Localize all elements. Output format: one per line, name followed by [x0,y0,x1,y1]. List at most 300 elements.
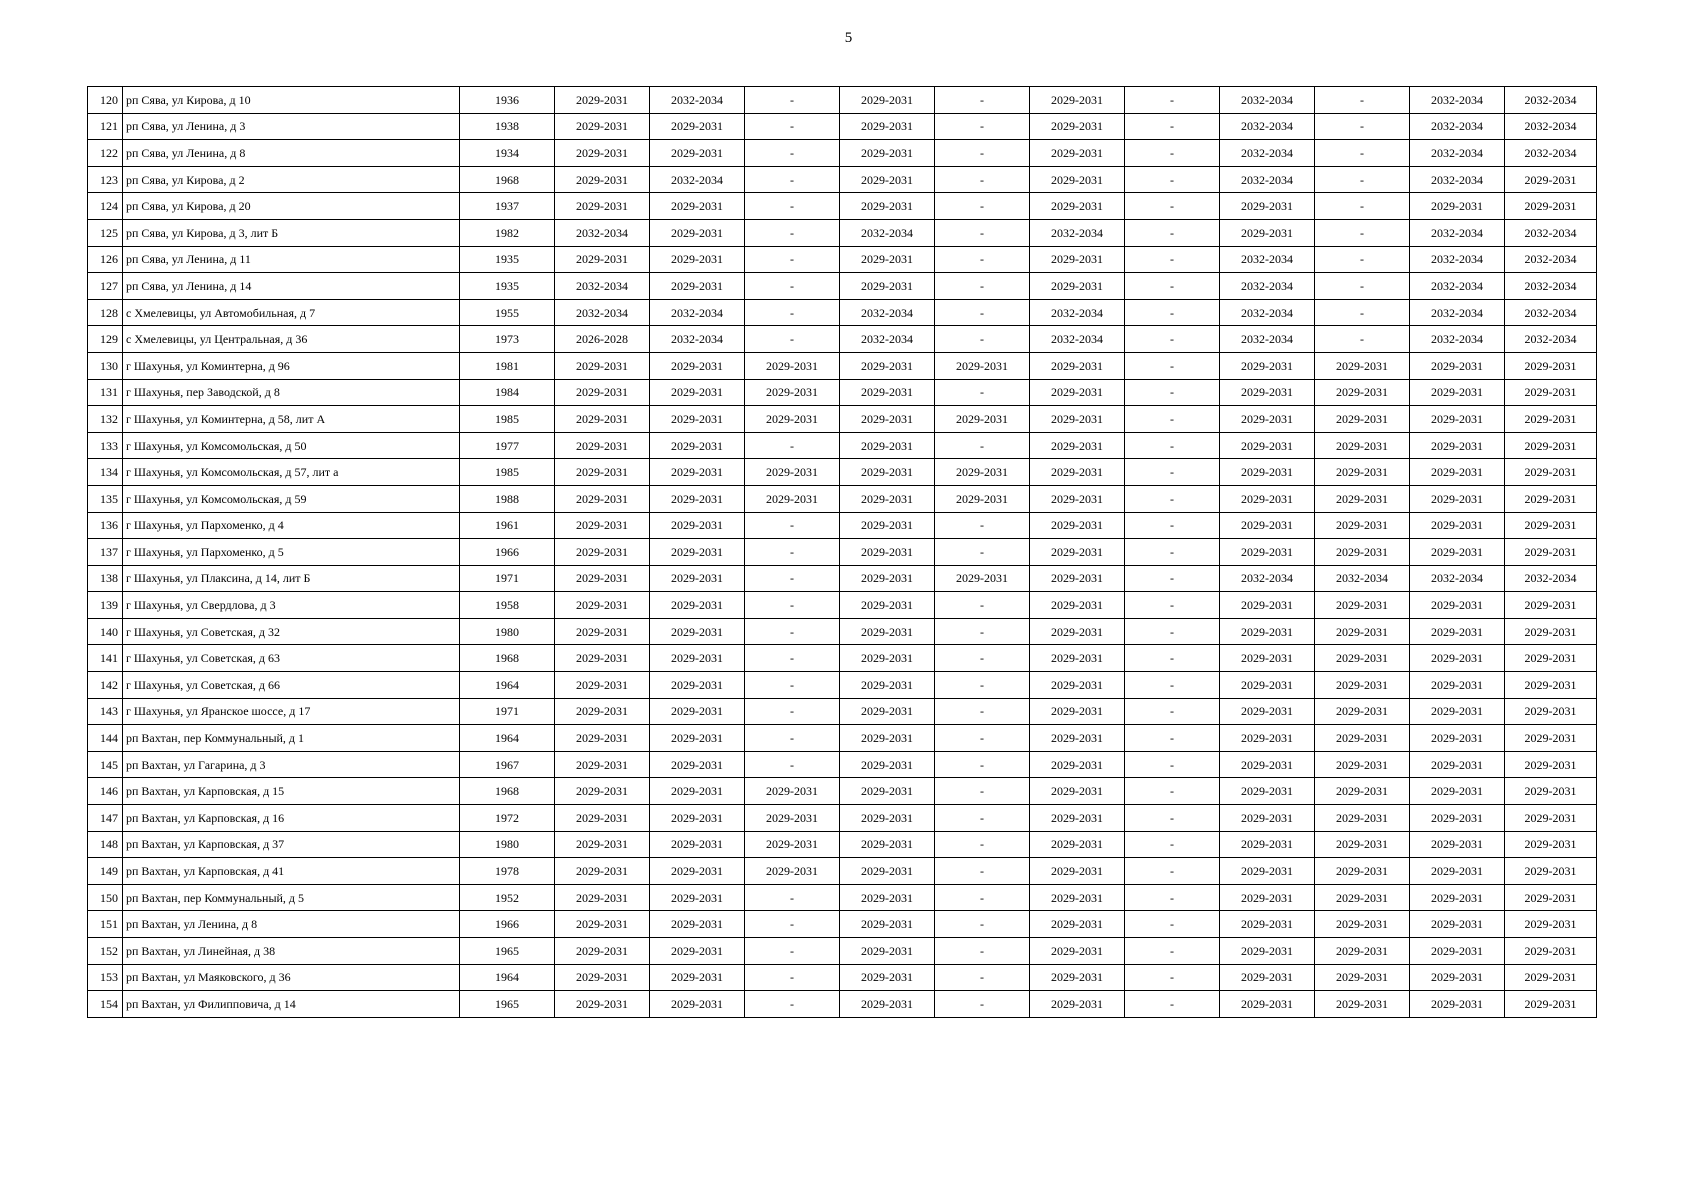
period-cell-3: 2029-2031 [745,352,840,379]
row-number-cell: 154 [88,991,123,1018]
period-cell-8: 2029-2031 [1220,751,1315,778]
period-cell-9: 2029-2031 [1315,698,1410,725]
period-cell-2: 2029-2031 [650,246,745,273]
period-cell-4: 2029-2031 [840,725,935,752]
period-cell-7: - [1125,751,1220,778]
period-cell-4: 2029-2031 [840,140,935,167]
row-number-cell: 143 [88,698,123,725]
period-cell-10: 2029-2031 [1410,459,1505,486]
address-cell: рп Вахтан, ул Карповская, д 41 [123,858,460,885]
period-cell-10: 2029-2031 [1410,725,1505,752]
address-cell: г Шахунья, ул Коминтерна, д 58, лит А [123,406,460,433]
period-cell-2: 2029-2031 [650,565,745,592]
period-cell-3: - [745,751,840,778]
period-cell-3: - [745,938,840,965]
period-cell-4: 2029-2031 [840,246,935,273]
table-row [88,858,1597,885]
period-cell-4: 2029-2031 [840,166,935,193]
period-cell-9: 2029-2031 [1315,379,1410,406]
period-cell-1: 2029-2031 [555,618,650,645]
period-cell-9: 2029-2031 [1315,858,1410,885]
period-cell-7: - [1125,485,1220,512]
address-cell: рп Вахтан, ул Маяковского, д 36 [123,964,460,991]
year-built-cell: 1964 [460,725,555,752]
period-cell-5: - [935,87,1030,114]
period-cell-5: - [935,991,1030,1018]
period-cell-7: - [1125,618,1220,645]
row-number-cell: 121 [88,113,123,140]
address-cell: с Хмелевицы, ул Центральная, д 36 [123,326,460,353]
table-row [88,672,1597,699]
period-cell-4: 2029-2031 [840,698,935,725]
row-number-cell: 142 [88,672,123,699]
period-cell-7: - [1125,831,1220,858]
year-built-cell: 1955 [460,299,555,326]
row-number-cell: 149 [88,858,123,885]
period-cell-3: - [745,512,840,539]
period-cell-8: 2029-2031 [1220,485,1315,512]
period-cell-5: 2029-2031 [935,565,1030,592]
period-cell-1: 2029-2031 [555,432,650,459]
period-cell-6: 2032-2034 [1030,219,1125,246]
period-cell-2: 2029-2031 [650,964,745,991]
period-cell-6: 2029-2031 [1030,938,1125,965]
period-cell-9: 2029-2031 [1315,618,1410,645]
period-cell-11: 2029-2031 [1505,459,1597,486]
year-built-cell: 1980 [460,831,555,858]
period-cell-10: 2029-2031 [1410,485,1505,512]
table-row [88,565,1597,592]
period-cell-3: 2029-2031 [745,805,840,832]
period-cell-6: 2029-2031 [1030,459,1125,486]
year-built-cell: 1981 [460,352,555,379]
year-built-cell: 1988 [460,485,555,512]
period-cell-11: 2032-2034 [1505,326,1597,353]
period-cell-6: 2029-2031 [1030,273,1125,300]
period-cell-9: 2029-2031 [1315,645,1410,672]
period-cell-1: 2029-2031 [555,87,650,114]
address-cell: рп Сява, ул Кирова, д 10 [123,87,460,114]
period-cell-8: 2029-2031 [1220,698,1315,725]
period-cell-2: 2029-2031 [650,113,745,140]
period-cell-8: 2032-2034 [1220,273,1315,300]
period-cell-4: 2029-2031 [840,193,935,220]
period-cell-3: - [745,672,840,699]
period-cell-10: 2029-2031 [1410,751,1505,778]
period-cell-3: - [745,884,840,911]
row-number-cell: 140 [88,618,123,645]
period-cell-10: 2032-2034 [1410,140,1505,167]
period-cell-6: 2029-2031 [1030,113,1125,140]
period-cell-7: - [1125,565,1220,592]
row-number-cell: 134 [88,459,123,486]
period-cell-4: 2032-2034 [840,219,935,246]
year-built-cell: 1958 [460,592,555,619]
period-cell-3: - [745,991,840,1018]
period-cell-3: - [745,219,840,246]
table-row [88,725,1597,752]
period-cell-11: 2029-2031 [1505,672,1597,699]
period-cell-1: 2029-2031 [555,539,650,566]
period-cell-5: - [935,539,1030,566]
period-cell-2: 2029-2031 [650,911,745,938]
period-cell-6: 2029-2031 [1030,778,1125,805]
table-row [88,406,1597,433]
period-cell-11: 2029-2031 [1505,645,1597,672]
period-cell-10: 2029-2031 [1410,672,1505,699]
period-cell-1: 2029-2031 [555,246,650,273]
period-cell-8: 2032-2034 [1220,166,1315,193]
period-cell-10: 2032-2034 [1410,299,1505,326]
period-cell-5: - [935,432,1030,459]
period-cell-1: 2032-2034 [555,219,650,246]
period-cell-10: 2032-2034 [1410,219,1505,246]
period-cell-6: 2029-2031 [1030,432,1125,459]
period-cell-2: 2029-2031 [650,884,745,911]
period-cell-1: 2029-2031 [555,991,650,1018]
period-cell-11: 2029-2031 [1505,512,1597,539]
period-cell-9: 2029-2031 [1315,459,1410,486]
period-cell-10: 2029-2031 [1410,831,1505,858]
period-cell-7: - [1125,432,1220,459]
period-cell-5: 2029-2031 [935,352,1030,379]
period-cell-2: 2029-2031 [650,698,745,725]
period-cell-8: 2029-2031 [1220,193,1315,220]
period-cell-8: 2029-2031 [1220,512,1315,539]
period-cell-5: - [935,778,1030,805]
period-cell-10: 2029-2031 [1410,379,1505,406]
period-cell-4: 2029-2031 [840,592,935,619]
period-cell-7: - [1125,884,1220,911]
period-cell-8: 2029-2031 [1220,379,1315,406]
period-cell-1: 2029-2031 [555,672,650,699]
address-cell: рп Сява, ул Кирова, д 3, лит Б [123,219,460,246]
address-cell: рп Сява, ул Кирова, д 2 [123,166,460,193]
period-cell-3: - [745,618,840,645]
period-cell-1: 2029-2031 [555,565,650,592]
period-cell-5: - [935,911,1030,938]
address-cell: г Шахунья, ул Коминтерна, д 96 [123,352,460,379]
period-cell-4: 2032-2034 [840,326,935,353]
period-cell-3: - [745,725,840,752]
period-cell-6: 2029-2031 [1030,193,1125,220]
period-cell-10: 2032-2034 [1410,273,1505,300]
period-cell-4: 2029-2031 [840,87,935,114]
table-row [88,778,1597,805]
period-cell-10: 2029-2031 [1410,911,1505,938]
period-cell-8: 2029-2031 [1220,911,1315,938]
period-cell-1: 2029-2031 [555,805,650,832]
table-row [88,485,1597,512]
period-cell-4: 2029-2031 [840,485,935,512]
period-cell-9: 2029-2031 [1315,938,1410,965]
period-cell-10: 2029-2031 [1410,512,1505,539]
row-number-cell: 148 [88,831,123,858]
period-cell-4: 2029-2031 [840,618,935,645]
period-cell-1: 2029-2031 [555,193,650,220]
table-row [88,991,1597,1018]
year-built-cell: 1937 [460,193,555,220]
period-cell-2: 2029-2031 [650,672,745,699]
period-cell-6: 2029-2031 [1030,911,1125,938]
period-cell-3: 2029-2031 [745,485,840,512]
period-cell-7: - [1125,964,1220,991]
period-cell-1: 2029-2031 [555,485,650,512]
row-number-cell: 131 [88,379,123,406]
period-cell-6: 2029-2031 [1030,565,1125,592]
period-cell-3: - [745,140,840,167]
period-cell-7: - [1125,406,1220,433]
period-cell-9: - [1315,113,1410,140]
table-row [88,219,1597,246]
period-cell-2: 2029-2031 [650,831,745,858]
period-cell-7: - [1125,698,1220,725]
period-cell-7: - [1125,672,1220,699]
period-cell-7: - [1125,911,1220,938]
period-cell-6: 2029-2031 [1030,485,1125,512]
period-cell-9: - [1315,219,1410,246]
period-cell-6: 2029-2031 [1030,618,1125,645]
table-row [88,698,1597,725]
period-cell-11: 2029-2031 [1505,485,1597,512]
period-cell-2: 2029-2031 [650,725,745,752]
period-cell-10: 2029-2031 [1410,592,1505,619]
period-cell-10: 2029-2031 [1410,884,1505,911]
period-cell-4: 2029-2031 [840,884,935,911]
period-cell-8: 2029-2031 [1220,858,1315,885]
period-cell-6: 2029-2031 [1030,805,1125,832]
year-built-cell: 1977 [460,432,555,459]
period-cell-2: 2029-2031 [650,592,745,619]
row-number-cell: 122 [88,140,123,167]
year-built-cell: 1971 [460,698,555,725]
period-cell-7: - [1125,645,1220,672]
period-cell-4: 2029-2031 [840,938,935,965]
period-cell-5: - [935,592,1030,619]
table-row [88,379,1597,406]
period-cell-10: 2032-2034 [1410,565,1505,592]
table-row [88,805,1597,832]
address-cell: рп Сява, ул Ленина, д 8 [123,140,460,167]
period-cell-3: - [745,432,840,459]
period-cell-1: 2029-2031 [555,778,650,805]
address-cell: рп Вахтан, ул Карповская, д 15 [123,778,460,805]
period-cell-5: - [935,884,1030,911]
address-cell: г Шахунья, ул Свердлова, д 3 [123,592,460,619]
row-number-cell: 123 [88,166,123,193]
address-cell: рп Вахтан, ул Филипповича, д 14 [123,991,460,1018]
table-row [88,166,1597,193]
year-built-cell: 1952 [460,884,555,911]
year-built-cell: 1967 [460,751,555,778]
period-cell-1: 2029-2031 [555,698,650,725]
period-cell-10: 2029-2031 [1410,352,1505,379]
address-cell: г Шахунья, ул Советская, д 32 [123,618,460,645]
period-cell-6: 2029-2031 [1030,592,1125,619]
period-cell-11: 2029-2031 [1505,725,1597,752]
period-cell-7: - [1125,805,1220,832]
period-cell-11: 2029-2031 [1505,911,1597,938]
table-row [88,113,1597,140]
year-built-cell: 1985 [460,406,555,433]
period-cell-1: 2029-2031 [555,512,650,539]
period-cell-1: 2029-2031 [555,645,650,672]
table-row [88,352,1597,379]
year-built-cell: 1966 [460,539,555,566]
period-cell-9: 2029-2031 [1315,432,1410,459]
row-number-cell: 153 [88,964,123,991]
period-cell-9: - [1315,193,1410,220]
period-cell-8: 2032-2034 [1220,87,1315,114]
period-cell-3: - [745,326,840,353]
period-cell-4: 2029-2031 [840,273,935,300]
period-cell-9: 2029-2031 [1315,406,1410,433]
row-number-cell: 139 [88,592,123,619]
address-cell: рп Вахтан, ул Карповская, д 16 [123,805,460,832]
period-cell-5: 2029-2031 [935,485,1030,512]
period-cell-6: 2029-2031 [1030,539,1125,566]
address-cell: г Шахунья, пер Заводской, д 8 [123,379,460,406]
period-cell-2: 2029-2031 [650,485,745,512]
period-cell-5: - [935,512,1030,539]
period-cell-6: 2029-2031 [1030,698,1125,725]
period-cell-4: 2029-2031 [840,645,935,672]
period-cell-5: - [935,326,1030,353]
period-cell-5: - [935,672,1030,699]
period-cell-9: - [1315,273,1410,300]
year-built-cell: 1936 [460,87,555,114]
period-cell-2: 2029-2031 [650,273,745,300]
period-cell-6: 2029-2031 [1030,87,1125,114]
period-cell-8: 2029-2031 [1220,459,1315,486]
period-cell-9: 2029-2031 [1315,539,1410,566]
year-built-cell: 1961 [460,512,555,539]
period-cell-7: - [1125,512,1220,539]
period-cell-2: 2029-2031 [650,938,745,965]
period-cell-11: 2029-2031 [1505,406,1597,433]
period-cell-1: 2029-2031 [555,964,650,991]
period-cell-9: - [1315,299,1410,326]
period-cell-7: - [1125,219,1220,246]
period-cell-2: 2029-2031 [650,406,745,433]
row-number-cell: 138 [88,565,123,592]
period-cell-6: 2029-2031 [1030,884,1125,911]
period-cell-9: 2029-2031 [1315,884,1410,911]
table-row [88,512,1597,539]
table-row [88,964,1597,991]
year-built-cell: 1980 [460,618,555,645]
address-cell: рп Вахтан, пер Коммунальный, д 1 [123,725,460,752]
address-cell: рп Вахтан, ул Линейная, д 38 [123,938,460,965]
period-cell-7: - [1125,938,1220,965]
period-cell-8: 2029-2031 [1220,672,1315,699]
period-cell-11: 2029-2031 [1505,539,1597,566]
year-built-cell: 1964 [460,672,555,699]
period-cell-2: 2029-2031 [650,432,745,459]
row-number-cell: 144 [88,725,123,752]
period-cell-1: 2026-2028 [555,326,650,353]
row-number-cell: 129 [88,326,123,353]
year-built-cell: 1965 [460,938,555,965]
period-cell-6: 2029-2031 [1030,831,1125,858]
period-cell-4: 2029-2031 [840,778,935,805]
period-cell-6: 2029-2031 [1030,406,1125,433]
period-cell-2: 2029-2031 [650,352,745,379]
row-number-cell: 126 [88,246,123,273]
period-cell-10: 2029-2031 [1410,645,1505,672]
table-row [88,592,1597,619]
row-number-cell: 136 [88,512,123,539]
period-cell-6: 2029-2031 [1030,672,1125,699]
address-cell: рп Вахтан, пер Коммунальный, д 5 [123,884,460,911]
period-cell-9: - [1315,87,1410,114]
period-cell-7: - [1125,725,1220,752]
period-cell-8: 2029-2031 [1220,618,1315,645]
year-built-cell: 1978 [460,858,555,885]
period-cell-5: - [935,166,1030,193]
period-cell-5: - [935,858,1030,885]
period-cell-7: - [1125,273,1220,300]
period-cell-7: - [1125,87,1220,114]
period-cell-6: 2032-2034 [1030,326,1125,353]
period-cell-8: 2029-2031 [1220,831,1315,858]
period-cell-7: - [1125,326,1220,353]
year-built-cell: 1971 [460,565,555,592]
period-cell-3: - [745,592,840,619]
period-cell-8: 2032-2034 [1220,565,1315,592]
period-cell-3: 2029-2031 [745,406,840,433]
period-cell-6: 2029-2031 [1030,645,1125,672]
year-built-cell: 1985 [460,459,555,486]
period-cell-8: 2029-2031 [1220,805,1315,832]
period-cell-7: - [1125,113,1220,140]
period-cell-9: 2029-2031 [1315,672,1410,699]
period-cell-8: 2029-2031 [1220,352,1315,379]
period-cell-6: 2029-2031 [1030,140,1125,167]
period-cell-5: - [935,246,1030,273]
period-cell-5: - [935,698,1030,725]
period-cell-6: 2029-2031 [1030,725,1125,752]
period-cell-3: - [745,113,840,140]
year-built-cell: 1938 [460,113,555,140]
table-row [88,299,1597,326]
row-number-cell: 120 [88,87,123,114]
period-cell-11: 2029-2031 [1505,432,1597,459]
period-cell-11: 2029-2031 [1505,991,1597,1018]
period-cell-1: 2029-2031 [555,938,650,965]
period-cell-3: - [745,645,840,672]
period-cell-3: - [745,565,840,592]
period-cell-11: 2029-2031 [1505,778,1597,805]
year-built-cell: 1935 [460,246,555,273]
period-cell-4: 2029-2031 [840,911,935,938]
table-row [88,645,1597,672]
row-number-cell: 135 [88,485,123,512]
period-cell-2: 2029-2031 [650,645,745,672]
period-cell-1: 2029-2031 [555,725,650,752]
year-built-cell: 1968 [460,778,555,805]
row-number-cell: 125 [88,219,123,246]
period-cell-8: 2029-2031 [1220,645,1315,672]
period-cell-10: 2032-2034 [1410,246,1505,273]
period-cell-9: - [1315,166,1410,193]
period-cell-2: 2029-2031 [650,379,745,406]
table-row [88,87,1597,114]
period-cell-2: 2029-2031 [650,751,745,778]
period-cell-4: 2029-2031 [840,512,935,539]
period-cell-8: 2029-2031 [1220,938,1315,965]
period-cell-6: 2032-2034 [1030,299,1125,326]
